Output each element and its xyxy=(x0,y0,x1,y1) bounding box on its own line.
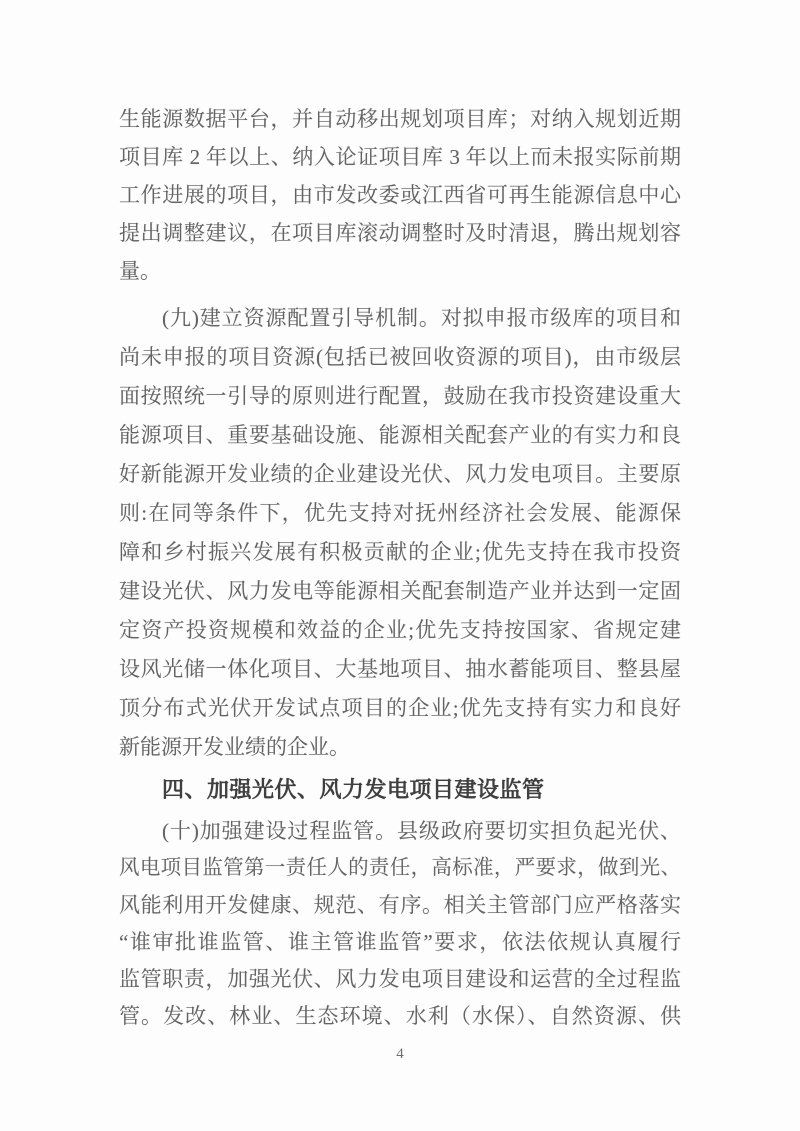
text-line: (九)建立资源配置引导机制。对拟申报市级库的项目和 xyxy=(162,306,681,330)
text-line: 尚未申报的项目资源(包括已被回收资源的项目)，由市级层 xyxy=(119,345,681,369)
text-line: 好新能源开发业绩的企业建设光伏、风力发电项目。主要原 xyxy=(119,462,681,486)
paragraph-item-9 xyxy=(119,299,681,767)
text-line: 障和乡村振兴发展有积极贡献的企业;优先支持在我市投资 xyxy=(119,540,681,564)
paragraph-continuation xyxy=(119,100,681,290)
text-line: (十)加强建设过程监管。县级政府要切实担负起光伏、 xyxy=(162,819,681,843)
text-block xyxy=(119,100,681,1035)
text-line: 新能源开发业绩的企业。 xyxy=(119,735,350,759)
section-heading: 四、加强光伏、风力发电项目建设监管 xyxy=(162,777,545,802)
text-line: 管。发改、林业、生态环境、水利（水保）、自然资源、供 xyxy=(119,1004,681,1028)
paragraph-item-10 xyxy=(119,813,681,1035)
text-line: 则:在同等条件下，优先支持对抚州经济社会发展、能源保 xyxy=(119,501,681,525)
text-line: 顶分布式光伏开发试点项目的企业;优先支持有实力和良好 xyxy=(119,696,681,720)
text-line: “谁审批谁监管、谁主管谁监管”要求，依法依规认真履行 xyxy=(119,930,681,954)
text-line: 生能源数据平台，并自动移出规划项目库；对纳入规划近期 xyxy=(119,107,681,131)
text-line: 面按照统一引导的原则进行配置，鼓励在我市投资建设重大 xyxy=(119,384,681,408)
text-line: 建设光伏、风力发电等能源相关配套制造产业并达到一定固 xyxy=(119,579,681,603)
text-line: 监管职责，加强光伏、风力发电项目建设和运营的全过程监 xyxy=(119,967,681,991)
text-line: 风能利用开发健康、规范、有序。相关主管部门应严格落实 xyxy=(119,893,681,917)
text-line: 项目库 2 年以上、纳入论证项目库 3 年以上而未报实际前期 xyxy=(119,145,681,169)
text-line: 量。 xyxy=(119,259,161,283)
text-line: 提出调整建议，在项目库滚动调整时及时清退，腾出规划容 xyxy=(119,221,681,245)
page-number: 4 xyxy=(396,1046,404,1062)
text-line: 风电项目监管第一责任人的责任，高标准，严要求，做到光、 xyxy=(119,857,681,879)
text-line: 工作进展的项目，由市发改委或江西省可再生能源信息中心 xyxy=(119,183,681,207)
text-line: 设风光储一体化项目、大基地项目、抽水蓄能项目、整县屋 xyxy=(119,657,681,681)
text-line: 定资产投资规模和效益的企业;优先支持按国家、省规定建 xyxy=(119,618,681,642)
text-line: 能源项目、重要基础设施、能源相关配套产业的有实力和良 xyxy=(119,423,681,447)
